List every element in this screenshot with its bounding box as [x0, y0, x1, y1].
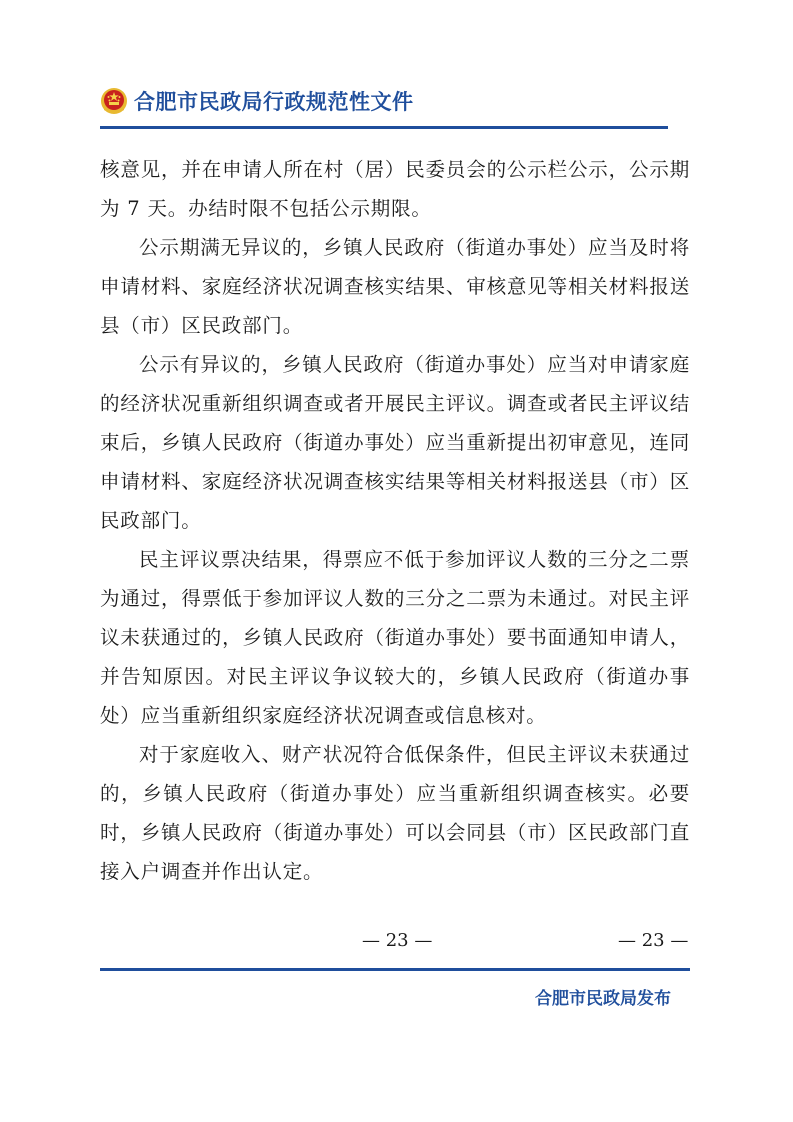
publisher-label: 合肥市民政局发布 — [535, 989, 671, 1009]
header-title: 合肥市民政局行政规范性文件 — [134, 90, 414, 114]
paragraph: 公示有异议的，乡镇人民政府（街道办事处）应当对申请家庭的经济状况重新组织调查或者开展民主评议。调查或者民主评议结束后，乡镇人民政府（街道办事处）应当重新提出初审意见，连同申请材料、家庭经济状况调查核实结果等相关材料报送县（市）区民政部门。 — [100, 353, 690, 532]
paragraph: 公示期满无异议的，乡镇人民政府（街道办事处）应当及时将申请材料、家庭经济状况调查核实结果、审核意见等相关材料报送县（市）区民政部门。 — [100, 236, 690, 337]
footer-divider — [100, 968, 690, 971]
document-body — [100, 150, 690, 891]
page-number-right: — 23 — — [618, 930, 689, 951]
paragraph: 对于家庭收入、财产状况符合低保条件，但民主评议未获通过的，乡镇人民政府（街道办事处）应当重新组织调查核实。必要时，乡镇人民政府（街道办事处）可以会同县（市）区民政部门直接入户调查并作出认定。 — [100, 743, 690, 883]
document-header — [100, 84, 668, 118]
header-divider — [100, 126, 668, 129]
national-emblem-icon — [100, 87, 128, 115]
paragraph: 核意见，并在申请人所在村（居）民委员会的公示栏公示，公示期为 7 天。办结时限不包括公示期限。 — [100, 158, 690, 220]
paragraph: 民主评议票决结果，得票应不低于参加评议人数的三分之二票为通过，得票低于参加评议人数的三分之二票为未通过。对民主评议未获通过的，乡镇人民政府（街道办事处）要书面通知申请人，并告知原因。对民主评议争议较大的，乡镇人民政府（街道办事处）应当重新组织家庭经济状况调查或信息核对。 — [100, 548, 690, 727]
page-number: — 23 — — [362, 930, 433, 951]
